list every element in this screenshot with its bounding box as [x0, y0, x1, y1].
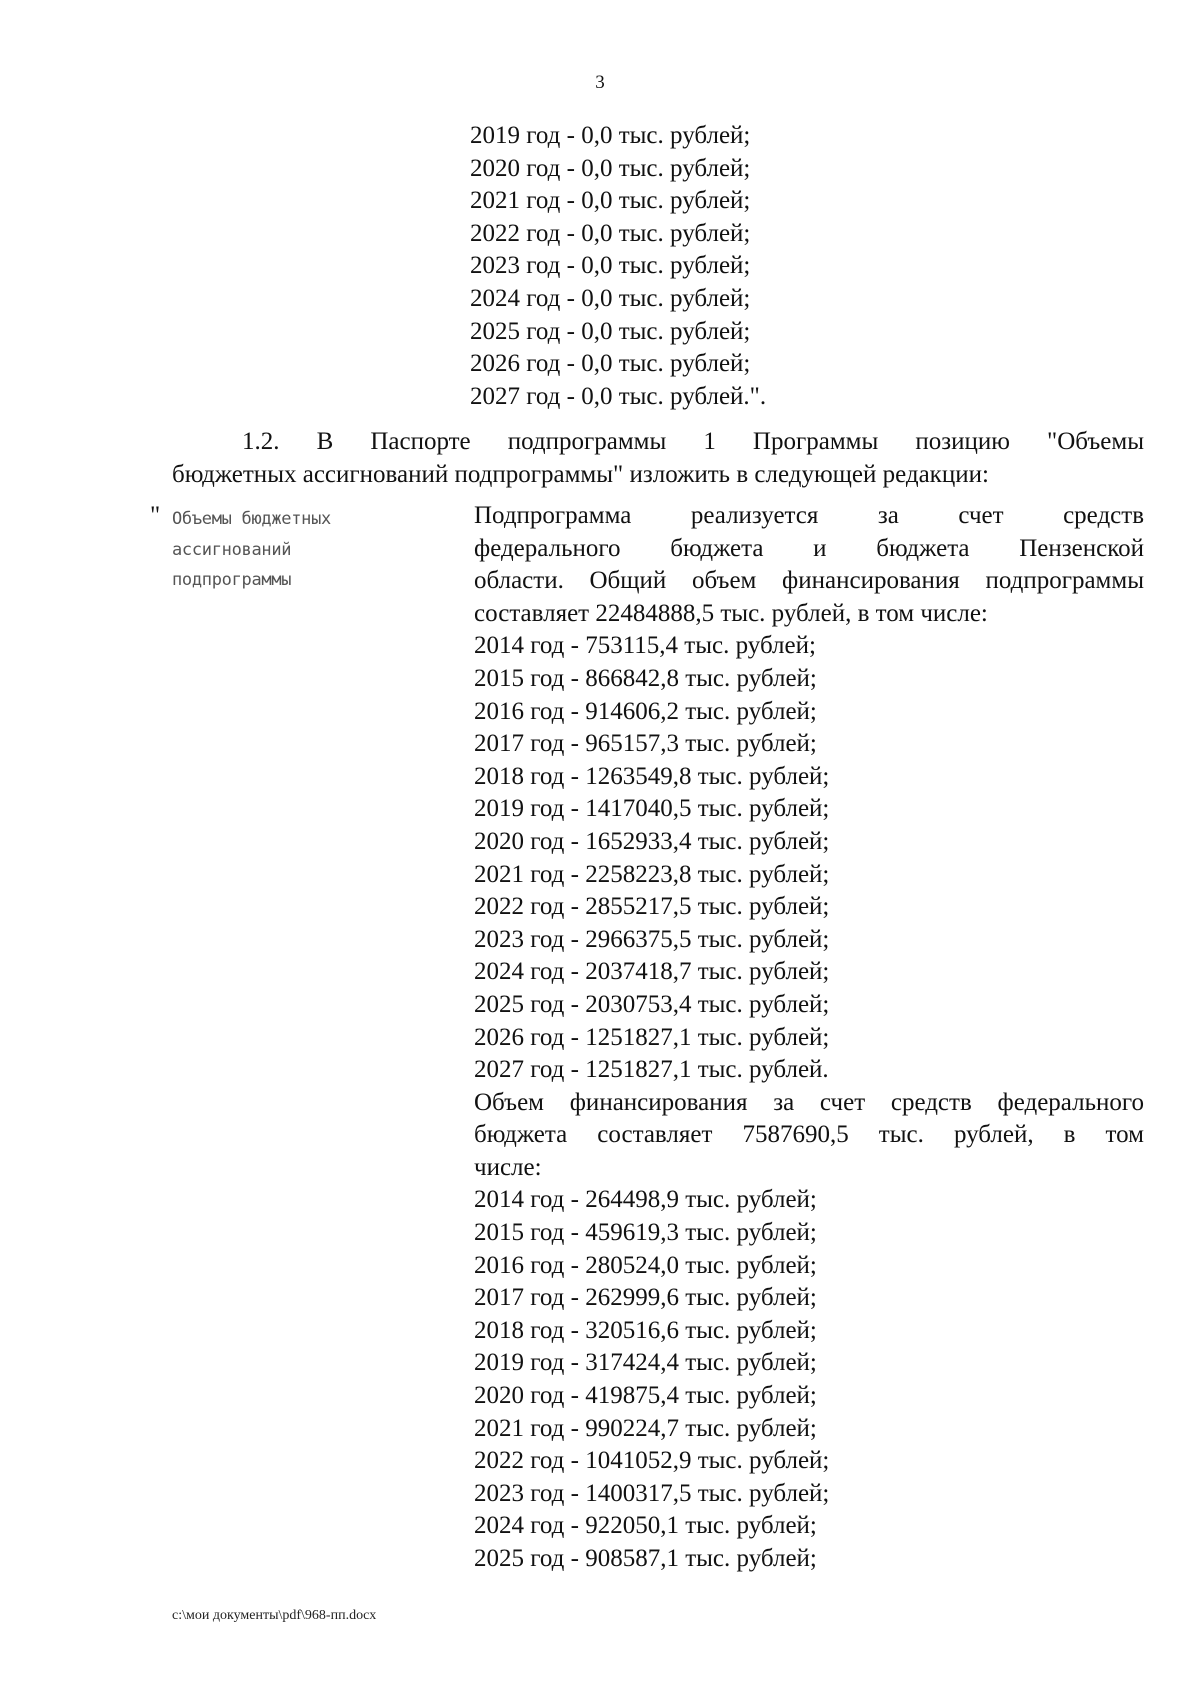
- intro-line: области. Общий объем финансирования подпрограммы: [474, 567, 1144, 595]
- paragraph-line: 1.2. В Паспорте подпрограммы 1 Программы позицию "Объемы: [242, 428, 1144, 455]
- passport-position-value: [474, 500, 1144, 1576]
- label-line: Объемы бюджетных: [172, 509, 331, 529]
- total-year-item: 2024 год - 2037418,7 тыс. рублей;: [474, 958, 830, 986]
- file-path-footer: c:\мои документы\pdf\968-пп.docx: [172, 1608, 377, 1623]
- federal-year-item: 2015 год - 459619,3 тыс. рублей;: [474, 1219, 817, 1247]
- federal-year-item: 2020 год - 419875,4 тыс. рублей;: [474, 1382, 817, 1410]
- federal-intro-line: числе:: [474, 1153, 542, 1181]
- federal-year-item: 2014 год - 264498,9 тыс. рублей;: [474, 1186, 817, 1214]
- top-year-list: [470, 120, 766, 413]
- amendment-paragraph: [172, 426, 1144, 491]
- list-item: 2021 год - 0,0 тыс. рублей;: [470, 187, 751, 215]
- total-year-item: 2017 год - 965157,3 тыс. рублей;: [474, 730, 817, 758]
- total-year-item: 2023 год - 2966375,5 тыс. рублей;: [474, 925, 830, 953]
- list-item: 2027 год - 0,0 тыс. рублей.".: [470, 382, 767, 410]
- federal-year-item: 2022 год - 1041052,9 тыс. рублей;: [474, 1447, 830, 1475]
- list-item: 2023 год - 0,0 тыс. рублей;: [470, 252, 751, 280]
- opening-quote: ": [150, 502, 161, 529]
- federal-year-item: 2021 год - 990224,7 тыс. рублей;: [474, 1414, 817, 1442]
- federal-year-item: 2019 год - 317424,4 тыс. рублей;: [474, 1349, 817, 1377]
- federal-intro-line: бюджета составляет 7587690,5 тыс. рублей, в том: [474, 1121, 1144, 1149]
- federal-year-item: 2025 год - 908587,1 тыс. рублей;: [474, 1545, 817, 1572]
- list-item: 2026 год - 0,0 тыс. рублей;: [470, 350, 751, 378]
- federal-intro-line: Объем финансирования за счет средств федерального: [474, 1088, 1144, 1116]
- federal-year-item: 2016 год - 280524,0 тыс. рублей;: [474, 1251, 817, 1279]
- federal-year-item: 2024 год - 922050,1 тыс. рублей;: [474, 1512, 817, 1540]
- paragraph-line: бюджетных ассигнований подпрограммы" изложить в следующей редакции:: [172, 460, 989, 488]
- list-item: 2024 год - 0,0 тыс. рублей;: [470, 284, 751, 312]
- total-year-item: 2026 год - 1251827,1 тыс. рублей;: [474, 1023, 830, 1051]
- label-line: ассигнований: [172, 539, 292, 560]
- intro-line: Подпрограмма реализуется за счет средств: [474, 502, 1144, 529]
- list-item: 2022 год - 0,0 тыс. рублей;: [470, 219, 751, 247]
- total-year-item: 2027 год - 1251827,1 тыс. рублей.: [474, 1056, 829, 1084]
- total-year-item: 2016 год - 914606,2 тыс. рублей;: [474, 697, 817, 725]
- list-item: 2020 год - 0,0 тыс. рублей;: [470, 154, 751, 182]
- total-year-item: 2014 год - 753115,4 тыс. рублей;: [474, 632, 816, 660]
- total-year-item: 2018 год - 1263549,8 тыс. рублей;: [474, 762, 830, 790]
- passport-position-label: [172, 504, 442, 596]
- federal-year-item: 2017 год - 262999,6 тыс. рублей;: [474, 1284, 817, 1312]
- total-year-item: 2025 год - 2030753,4 тыс. рублей;: [474, 990, 830, 1018]
- label-line: подпрограммы: [172, 570, 292, 590]
- total-year-item: 2020 год - 1652933,4 тыс. рублей;: [474, 827, 830, 855]
- intro-line: составляет 22484888,5 тыс. рублей, в том числе:: [474, 599, 988, 627]
- federal-year-item: 2018 год - 320516,6 тыс. рублей;: [474, 1316, 817, 1344]
- federal-year-item: 2023 год - 1400317,5 тыс. рублей;: [474, 1479, 830, 1507]
- intro-line: федерального бюджета и бюджета Пензенской: [474, 534, 1144, 562]
- total-year-item: 2019 год - 1417040,5 тыс. рублей;: [474, 795, 830, 823]
- page-number: 3: [595, 72, 605, 93]
- total-year-item: 2022 год - 2855217,5 тыс. рублей;: [474, 893, 830, 921]
- list-item: 2025 год - 0,0 тыс. рублей;: [470, 317, 751, 345]
- total-year-item: 2015 год - 866842,8 тыс. рублей;: [474, 664, 817, 692]
- total-year-item: 2021 год - 2258223,8 тыс. рублей;: [474, 860, 830, 888]
- list-item: 2019 год - 0,0 тыс. рублей;: [470, 122, 751, 149]
